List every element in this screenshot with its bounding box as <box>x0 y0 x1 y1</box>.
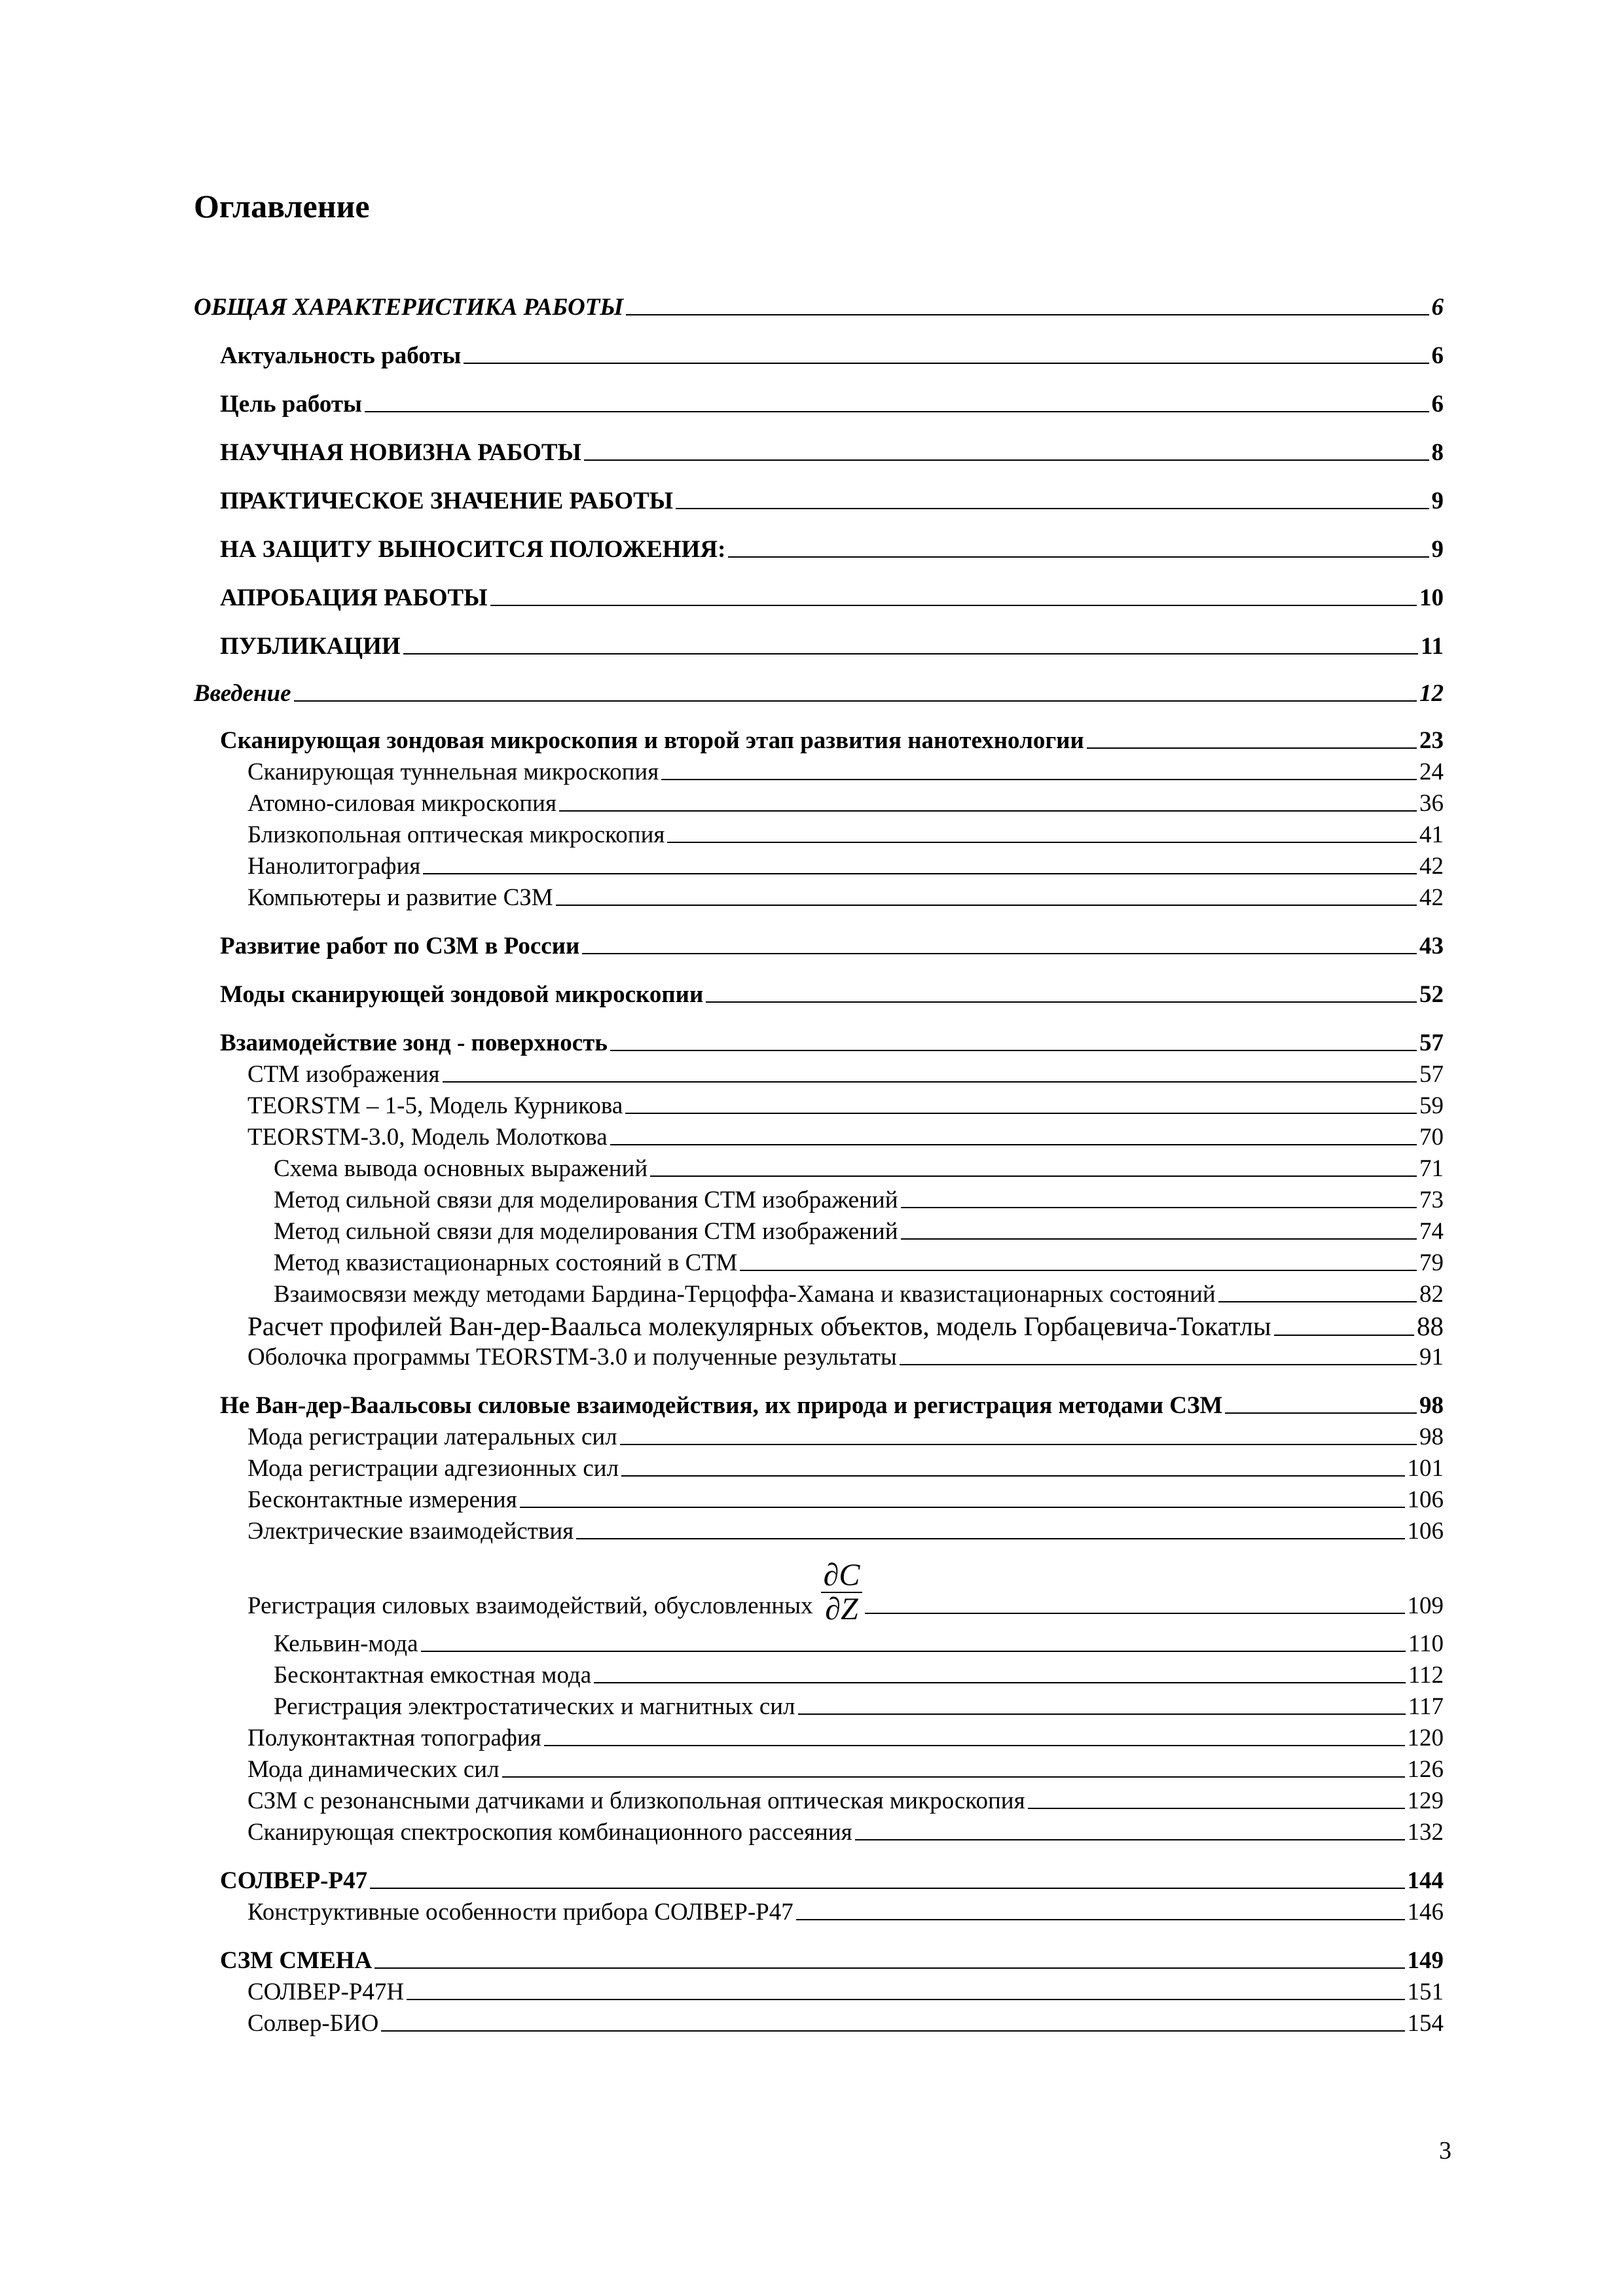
toc-entry[interactable] <box>247 1898 1444 1926</box>
toc-entry-label: Цель работы <box>220 391 362 418</box>
toc-entry-page: 41 <box>1419 821 1444 848</box>
toc-leader <box>650 1175 1417 1177</box>
toc-entry[interactable] <box>247 884 1444 912</box>
toc-entry-page: 151 <box>1407 1979 1444 2005</box>
toc-entry[interactable] <box>247 1517 1444 1545</box>
toc-entry[interactable] <box>274 1155 1444 1183</box>
toc-entry[interactable] <box>247 1092 1444 1120</box>
toc-leader <box>676 508 1429 509</box>
toc-entry[interactable] <box>220 439 1444 467</box>
toc-leader <box>520 1507 1405 1508</box>
toc-entry-label: Сканирующая спектроскопия комбинационного рассеяния <box>247 1819 852 1846</box>
toc-leader <box>403 653 1418 655</box>
toc-entry-page: 98 <box>1419 1424 1444 1450</box>
toc-leader <box>706 1001 1417 1003</box>
toc-entry[interactable] <box>194 679 1444 708</box>
toc-entry[interactable] <box>194 293 1444 321</box>
fraction-numerator: ∂C <box>821 1559 863 1593</box>
toc-entry-page: 88 <box>1417 1311 1444 1341</box>
toc-entry-label: СОЛВЕР-Р47 <box>220 1867 368 1894</box>
toc-entry-page: 42 <box>1419 853 1444 880</box>
toc-entry-page: 106 <box>1407 1518 1444 1545</box>
toc-entry-page: 109 <box>1407 1592 1444 1619</box>
toc-entry[interactable] <box>247 1818 1444 1846</box>
toc-leader <box>621 1475 1404 1477</box>
toc-entry[interactable] <box>247 2009 1444 2037</box>
toc-entry-page: 112 <box>1408 1662 1444 1689</box>
toc-entry-page: 24 <box>1419 759 1444 785</box>
toc-entry-page: 23 <box>1419 727 1444 754</box>
toc-entry-label: TEORSTM – 1-5, Модель Курникова <box>247 1092 623 1119</box>
toc-leader <box>610 1144 1417 1145</box>
toc-entry[interactable] <box>274 1249 1444 1277</box>
toc-entry-page: 9 <box>1431 488 1444 514</box>
toc-leader <box>464 363 1429 364</box>
toc-entry-page: 6 <box>1431 342 1444 369</box>
toc-leader <box>865 1613 1404 1614</box>
toc-entry-label: Мода регистрации латеральных сил <box>247 1424 617 1450</box>
toc-entry-page: 146 <box>1407 1899 1444 1926</box>
toc-entry[interactable] <box>220 584 1444 612</box>
toc-entry-page: 71 <box>1419 1155 1444 1182</box>
toc-entry-label: НА ЗАЩИТУ ВЫНОСИТСЯ ПОЛОЖЕНИЯ: <box>220 536 726 563</box>
toc-entry-label: Расчет профилей Ван-дер-Ваальса молекулярных объектов, модель Горбацевича-Токатлы <box>247 1311 1271 1341</box>
toc-entry-label: Не Ван-дер-Ваальсовы силовые взаимодействия, их природа и регистрация методами СЗМ <box>220 1392 1223 1419</box>
toc-leader <box>796 1919 1405 1920</box>
toc-leader <box>740 1270 1417 1271</box>
toc-leader <box>582 953 1417 954</box>
toc-entry-page: 6 <box>1431 294 1444 321</box>
toc-entry[interactable] <box>247 1454 1444 1482</box>
toc-entry[interactable] <box>247 789 1444 817</box>
toc-entry-page: 117 <box>1408 1693 1444 1720</box>
toc-entry[interactable] <box>247 1755 1444 1784</box>
toc-entry-label: СЗМ с резонансными датчиками и близкопольная оптическая микроскопия <box>247 1787 1025 1814</box>
toc-leader <box>610 1050 1417 1051</box>
toc-leader <box>901 1207 1417 1208</box>
toc-entry-page: 101 <box>1407 1455 1444 1482</box>
toc-leader <box>421 1651 1406 1652</box>
toc-entry-label: Компьютеры и развитие СЗМ <box>247 884 553 911</box>
toc-entry-page: 74 <box>1419 1218 1444 1245</box>
toc-leader <box>667 842 1417 843</box>
toc-entry[interactable] <box>220 1391 1444 1420</box>
toc-entry-label: Метод квазистационарных состояний в СТМ <box>274 1249 738 1276</box>
toc-leader <box>1087 747 1417 749</box>
toc-entry-label: Близкопольная оптическая микроскопия <box>247 821 665 848</box>
toc-entry-page: 126 <box>1407 1756 1444 1783</box>
page-number: 3 <box>1439 2137 1451 2164</box>
toc-entry-label: Взаимосвязи между методами Бардина-Терцоффа-Хамана и квазистационарных состояний <box>274 1281 1216 1308</box>
toc-entry-page: 11 <box>1421 633 1444 660</box>
toc-leader <box>625 1113 1417 1114</box>
toc-entry-label: Сканирующая туннельная микроскопия <box>247 759 659 785</box>
toc-entry[interactable] <box>247 1060 1444 1088</box>
toc-leader <box>620 1444 1417 1445</box>
toc-leader <box>584 459 1429 461</box>
toc-leader <box>1028 1808 1405 1809</box>
toc-entry-label: ПРАКТИЧЕСКОЕ ЗНАЧЕНИЕ РАБОТЫ <box>220 488 674 514</box>
toc-entry[interactable] <box>247 1787 1444 1815</box>
toc-leader <box>728 556 1429 558</box>
toc-entry-label: Нанолитография <box>247 853 421 880</box>
toc-leader <box>576 1538 1404 1539</box>
toc-leader <box>559 810 1417 812</box>
toc-entry-page: 132 <box>1407 1819 1444 1846</box>
toc-entry[interactable] <box>220 487 1444 515</box>
toc-leader <box>626 314 1429 315</box>
toc-leader <box>855 1839 1405 1840</box>
toc-entry-page: 8 <box>1431 439 1444 466</box>
toc-entry-page: 129 <box>1407 1787 1444 1814</box>
toc-entry[interactable] <box>274 1630 1444 1658</box>
toc-entry-label: Развитие работ по СЗМ в России <box>220 933 580 960</box>
toc-leader <box>502 1776 1405 1778</box>
toc-entry[interactable] <box>247 758 1444 786</box>
toc-entry[interactable] <box>220 632 1444 660</box>
toc-entry-page: 9 <box>1431 536 1444 563</box>
toc-entry-label: Конструктивные особенности прибора СОЛВЕР-Р47 <box>247 1899 793 1926</box>
toc-entry[interactable] <box>247 821 1444 849</box>
toc-leader <box>381 2030 1404 2032</box>
toc-leader <box>374 1967 1404 1969</box>
toc-entry[interactable] <box>220 390 1444 418</box>
toc-entry-label: СОЛВЕР-Р47Н <box>247 1979 405 2005</box>
toc-entry[interactable] <box>247 1486 1444 1514</box>
toc-entry[interactable] <box>247 1978 1444 2006</box>
toc-entry-label: СТМ изображения <box>247 1061 440 1088</box>
toc-entry[interactable] <box>274 1217 1444 1246</box>
toc-entry[interactable] <box>220 342 1444 370</box>
toc-leader <box>490 605 1417 606</box>
toc-entry-page: 57 <box>1419 1030 1444 1056</box>
toc-leader <box>370 1888 1404 1889</box>
toc-entry[interactable] <box>247 1123 1444 1151</box>
toc-entry-page: 6 <box>1431 391 1444 418</box>
toc-entry-page: 106 <box>1407 1486 1444 1513</box>
toc-entry-label: НАУЧНАЯ НОВИЗНА РАБОТЫ <box>220 439 581 466</box>
toc-entry-page: 42 <box>1419 884 1444 911</box>
toc-entry-label: Мода регистрации адгезионных сил <box>247 1455 619 1482</box>
toc-entry-label: Атомно-силовая микроскопия <box>247 790 557 817</box>
toc-entry-page: 91 <box>1419 1344 1444 1371</box>
toc-entry-page: 79 <box>1419 1249 1444 1276</box>
toc-entry-page: 149 <box>1407 1947 1444 1974</box>
toc-entry-label: Кельвин-мода <box>274 1630 418 1657</box>
toc-entry-label: Моды сканирующей зондовой микроскопии <box>220 981 704 1008</box>
toc-leader <box>798 1713 1406 1715</box>
toc-leader <box>365 411 1429 412</box>
toc-entry[interactable] <box>220 1029 1444 1057</box>
toc-entry[interactable] <box>247 852 1444 880</box>
toc-entry[interactable] <box>220 726 1444 755</box>
toc-leader <box>1274 1335 1414 1336</box>
toc-leader <box>1218 1301 1417 1302</box>
toc-entry[interactable] <box>220 932 1444 960</box>
toc-entry-page: 120 <box>1407 1725 1444 1751</box>
toc-entry[interactable] <box>247 1423 1444 1451</box>
toc-entry[interactable] <box>274 1693 1444 1721</box>
toc-entry[interactable] <box>274 1661 1444 1689</box>
toc-entry[interactable] <box>247 1552 1444 1627</box>
toc-entry-label: Солвер-БИО <box>247 2010 379 2037</box>
toc-entry-page: 12 <box>1419 680 1444 707</box>
toc-entry-label: Введение <box>194 680 291 707</box>
toc-entry-label: Схема вывода основных выражений <box>274 1155 648 1182</box>
toc-leader <box>901 1238 1417 1240</box>
toc-entry-page: 36 <box>1419 790 1444 817</box>
toc-entry-label: СЗМ СМЕНА <box>220 1947 373 1974</box>
toc-entry-page: 98 <box>1419 1392 1444 1419</box>
toc-entry[interactable] <box>247 1343 1444 1371</box>
toc-entry-label: ПУБЛИКАЦИИ <box>220 633 401 660</box>
toc-entry-page: 59 <box>1419 1092 1444 1119</box>
toc-leader <box>556 905 1417 906</box>
toc-entry-label: Бесконтактные измерения <box>247 1486 517 1513</box>
toc-entry-page: 70 <box>1419 1124 1444 1151</box>
toc-entry-label: Сканирующая зондовая микроскопия и второй этап развития нанотехнологии <box>220 727 1084 754</box>
toc-leader <box>900 1364 1417 1365</box>
toc-entry-label: Полуконтактная топография <box>247 1725 541 1751</box>
toc-entry-label: ОБЩАЯ ХАРАКТЕРИСТИКА РАБОТЫ <box>194 294 624 321</box>
toc-entry-label: Мода динамических сил <box>247 1756 500 1783</box>
toc-leader <box>1225 1412 1417 1414</box>
toc-entry-label: Электрические взаимодействия <box>247 1518 574 1545</box>
toc-leader <box>423 873 1417 874</box>
toc-entry-label: Оболочка программы TEORSTM-3.0 и полученные результаты <box>247 1344 897 1371</box>
toc-entry[interactable] <box>220 1946 1444 1975</box>
page-title: Оглавление <box>194 188 370 224</box>
toc-entry[interactable] <box>220 535 1444 564</box>
toc-entry-page: 154 <box>1407 2010 1444 2037</box>
toc-entry-page: 52 <box>1419 981 1444 1008</box>
toc-leader <box>594 1682 1406 1683</box>
toc-entry-label: Взаимодействие зонд - поверхность <box>220 1030 608 1056</box>
toc-leader <box>294 700 1417 702</box>
toc-entry[interactable] <box>220 1867 1444 1895</box>
toc-entry-page: 10 <box>1419 584 1444 611</box>
toc-entry-label: TEORSTM-3.0, Модель Молоткова <box>247 1124 608 1151</box>
toc-entry-label: Актуальность работы <box>220 342 462 369</box>
toc-entry[interactable] <box>247 1310 1444 1342</box>
toc-entry[interactable] <box>274 1280 1444 1308</box>
toc-entry-page: 110 <box>1408 1630 1444 1657</box>
fraction-denominator: ∂Z <box>825 1592 858 1627</box>
toc-entry-page: 57 <box>1419 1061 1444 1088</box>
toc-leader <box>661 779 1417 780</box>
toc-entry-label: Метод сильной связи для моделирования СТМ изображений <box>274 1218 898 1245</box>
toc-entry[interactable] <box>247 1724 1444 1752</box>
toc-entry-page: 73 <box>1419 1187 1444 1213</box>
toc-leader <box>407 1999 1404 2000</box>
toc-entry-label: Регистрация силовых взаимодействий, обусловленных <box>247 1592 813 1619</box>
toc-entry-page: 144 <box>1407 1867 1444 1894</box>
toc-entry-page: 43 <box>1419 933 1444 960</box>
toc-entry[interactable] <box>274 1186 1444 1214</box>
toc-entry-label: Регистрация электростатических и магнитных сил <box>274 1693 795 1720</box>
toc-leader <box>443 1081 1417 1083</box>
toc-entry-label-wrap <box>247 1552 862 1627</box>
toc-leader <box>544 1745 1405 1746</box>
toc-entry[interactable] <box>220 980 1444 1009</box>
toc-entry-label: АПРОБАЦИЯ РАБОТЫ <box>220 584 488 611</box>
toc-entry-label: Бесконтактная емкостная мода <box>274 1662 592 1689</box>
toc-entry-label: Метод сильной связи для моделирования СТМ изображений <box>274 1187 898 1213</box>
partial-derivative-fraction <box>821 1559 863 1626</box>
toc-entry-page: 82 <box>1419 1281 1444 1308</box>
